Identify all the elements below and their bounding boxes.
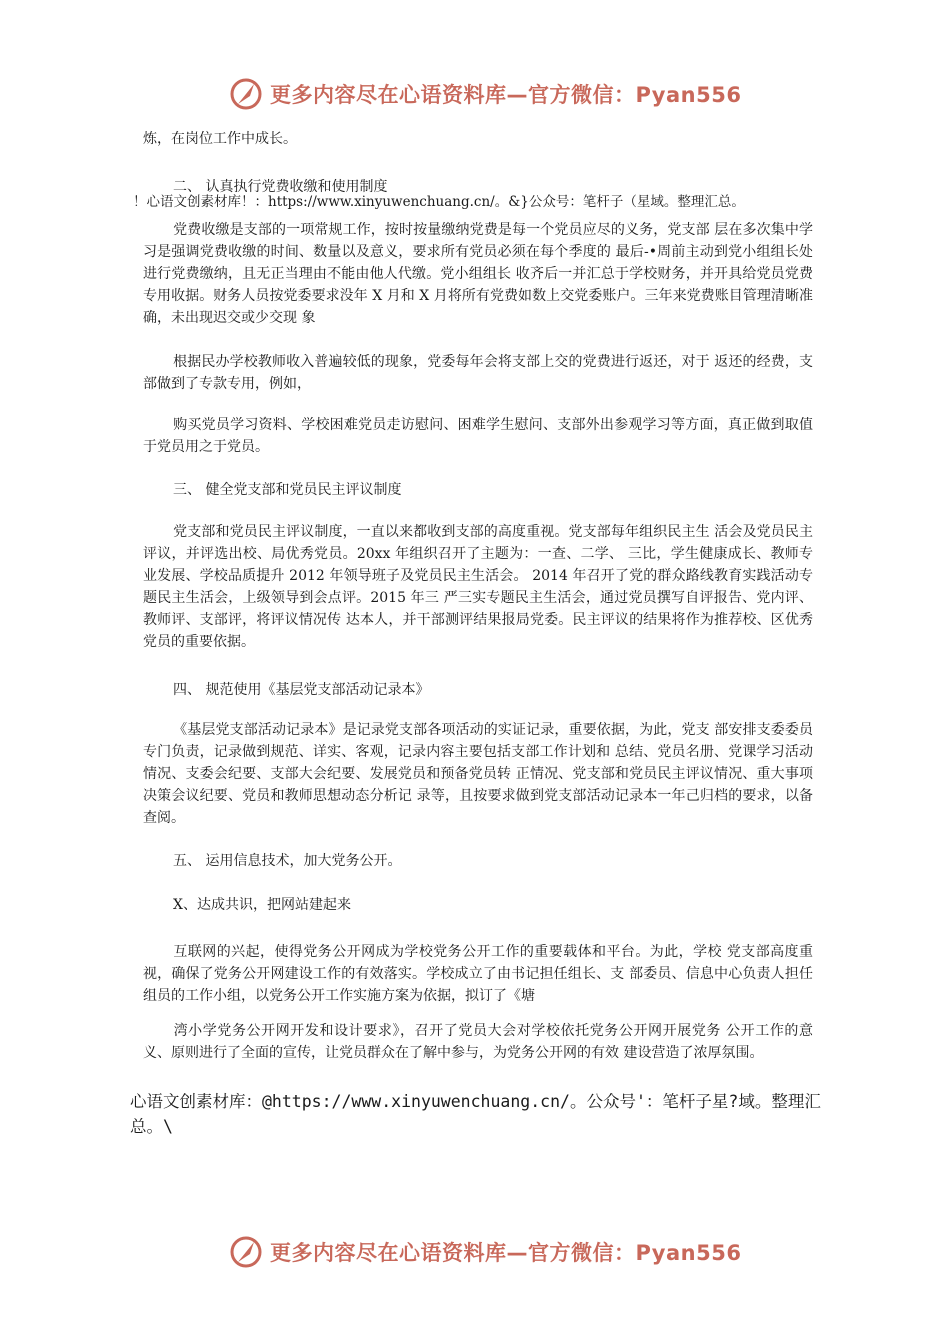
banner-text: 更多内容尽在心语资料库—官方微信：Pyan556 (270, 83, 742, 107)
section-heading-5: 五、 运用信息技术，加大党务公开。 (173, 853, 402, 869)
quill-pen-logo (228, 1234, 264, 1270)
footer-banner (228, 1232, 741, 1272)
banner-text: 更多内容尽在心语资料库—官方微信：Pyan556 (270, 1241, 742, 1265)
paragraph: 根据民办学校教师收入普遍较低的现象，党委每年会将支部上交的党费进行返还，对于 返还的经费，支部做到了专款专用，例如， (143, 354, 813, 392)
paragraph: 《基层党支部活动记录本》是记录党支部各项活动的实证记录，重要依据，为此，党支 部安排支委委员专门负责，记录做到规范、详实、客观，记录内容主要包括支部工作计划和 总结、党员名册、党课学习活动情况、支委会纪要、支部大会纪要、发展党员和预备党员转 正情况、党支部和党员民主评议情况、重大事项决策会议纪要、党员和教师思想动态分析记 录等，且按要求做到党支部活动记录本一年己归档的要求，以备查阅。 (143, 722, 813, 826)
section-heading-4: 四、 规范使用《基层党支部活动记录本》 (173, 682, 430, 698)
paragraph: 湾小学党务公开网开发和设计要求》，召开了党员大会对学校依托党务公开网开展党务 公开工作的意义、原则进行了全面的宣传，让党员群众在了解中参与，为党务公开网的有效 建设营造了浓厚氛围。 (143, 1023, 813, 1061)
continuation-line: 炼，在岗位工作中成长。 (143, 131, 297, 147)
subsection-heading: X、达成共识，把网站建起来 (173, 897, 351, 913)
paragraph: 党费收缴是支部的一项常规工作，按时按量缴纳党费是每一个党员应尽的义务，党支部 层在多次集中学习是强调党费收缴的时间、数量以及意义，要求所有党员必须在每个季度的 最后-•周前主动到党小组组长处进行党费缴纳，且无正当理由不能由他人代缴。党小组组长 收齐后一并汇总于学校财务，并开具给党员党费专用收据。财务人员按党委要求没年 X 月和 X 月将所有党费如数上交党委账户。三年来党费账目管理清晰准确，未出现迟交或少交现 象 (143, 222, 813, 326)
section-heading-2: 二、 认真执行党费收缴和使用制度 (173, 179, 388, 195)
quill-pen-logo (228, 76, 264, 112)
paragraph: 购买党员学习资料、学校困难党员走访慰问、困难学生慰问、支部外出参观学习等方面，真正做到取值于党员用之于党员。 (143, 417, 813, 455)
paragraph: 党支部和党员民主评议制度，一直以来都收到支部的高度重视。党支部每年组织民主生 活会及党员民主评议，并评选出校、局优秀党员。20xx 年组织召开了主题为：一查、二学、 三比，学生健康成长、教师专业发展、学校品质提升 2012 年领导班子及党员民主生活会。 2014 年召开了党的群众路线教育实践活动专题民主生活会，上级领导到会点评。2015 年三 严三实专题民主生活会，通过党员撰写自评报告、党内评、教师评、支部评，将评议情况传 达本人，并干部测评结果报局党委。民主评议的结果将作为推荐校、区优秀党员的重要依据。 (143, 524, 813, 650)
paragraph: 互联网的兴起，使得党务公开网成为学校党务公开工作的重要载体和平台。为此，学校 党支部高度重视，确保了党务公开网建设工作的有效落实。学校成立了由书记担任组长、支 部委员、信息中心负责人担任组员的工作小组，以党务公开工作实施方案为依据，拟订了《塘 (143, 944, 813, 1004)
section-heading-3: 三、 健全党支部和党员民主评议制度 (173, 482, 402, 498)
watermark-footer-text: 心语文创素材库：@https://www.xinyuwenchuang.cn/。公众号'：笔杆子星?域。整理汇总。\ (130, 1092, 821, 1136)
watermark-text: ！心语文创素材库！：https://www.xinyuwenchuang.cn/。&}公众号：笔杆子（星域。整理汇总。 (133, 194, 745, 210)
header-banner (228, 74, 741, 114)
